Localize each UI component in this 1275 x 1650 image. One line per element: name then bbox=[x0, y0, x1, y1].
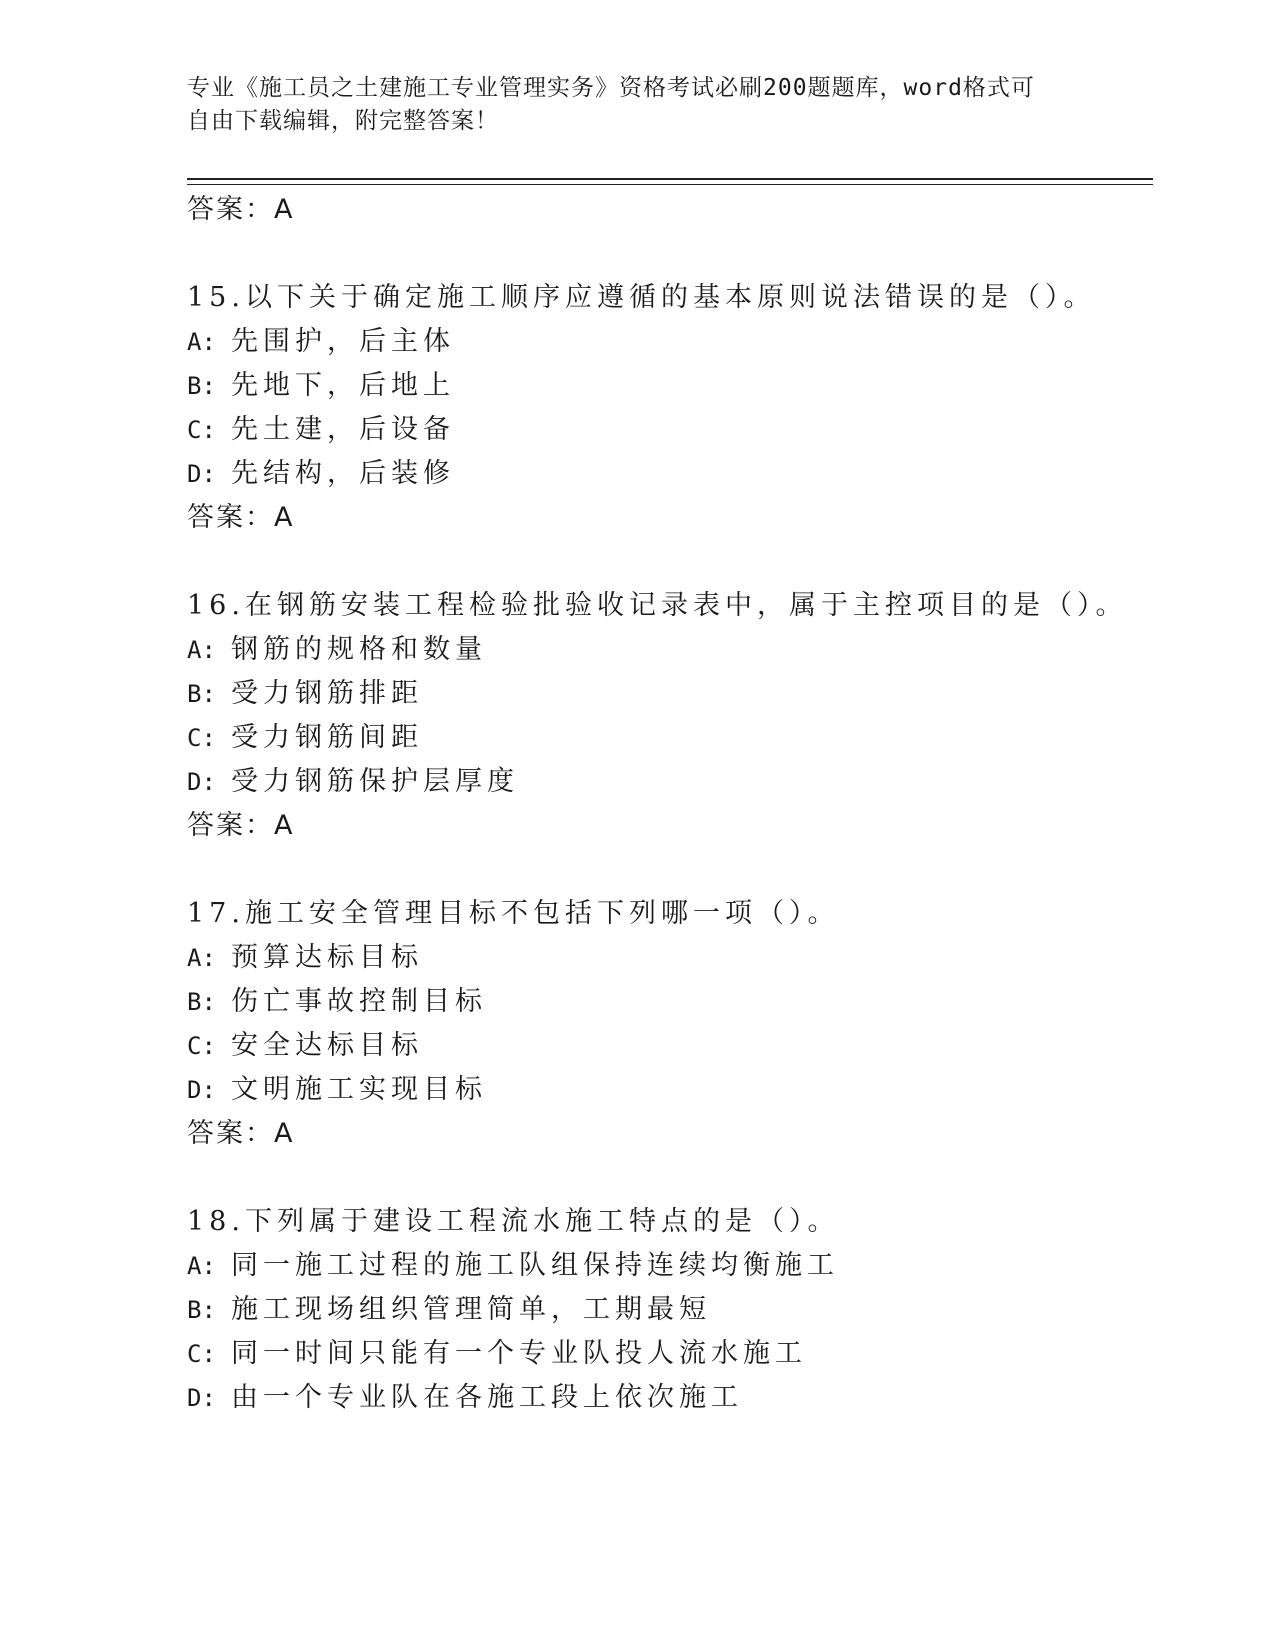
header-line-1: 专业《施工员之土建施工专业管理实务》资格考试必刷200题题库，word格式可 bbox=[187, 75, 1035, 101]
option-key: D: bbox=[187, 1076, 216, 1104]
option-key: D: bbox=[187, 1384, 216, 1412]
option-c bbox=[187, 1336, 807, 1372]
option-d bbox=[187, 1072, 487, 1108]
option-c bbox=[187, 720, 423, 756]
option-d bbox=[187, 1380, 743, 1416]
option-b bbox=[187, 368, 455, 404]
answer-value: A bbox=[274, 502, 295, 533]
option-text: 同一施工过程的施工队组保持连续均衡施工 bbox=[231, 1250, 839, 1281]
option-key: C: bbox=[187, 1340, 216, 1368]
option-a bbox=[187, 632, 487, 668]
question-stem: 16.在钢筋安装工程检验批验收记录表中，属于主控项目的是（）。 bbox=[187, 590, 1128, 621]
option-key: A: bbox=[187, 636, 216, 664]
question-stem: 17.施工安全管理目标不包括下列哪一项（）。 bbox=[187, 898, 840, 929]
option-key: A: bbox=[187, 328, 216, 356]
option-a bbox=[187, 1248, 839, 1284]
answer-line bbox=[187, 808, 294, 844]
answer-line bbox=[187, 192, 294, 228]
option-text: 先围护，后主体 bbox=[231, 326, 455, 357]
option-text: 施工现场组织管理简单，工期最短 bbox=[231, 1294, 711, 1325]
answer-value: A bbox=[274, 1118, 295, 1149]
option-b bbox=[187, 984, 487, 1020]
answer-label: 答案： bbox=[187, 194, 274, 225]
option-c bbox=[187, 412, 455, 448]
header-divider-thick bbox=[187, 178, 1153, 180]
answer-line bbox=[187, 500, 294, 536]
header-divider-thin bbox=[187, 184, 1153, 185]
option-key: D: bbox=[187, 460, 216, 488]
answer-label: 答案： bbox=[187, 1118, 274, 1149]
answer-label: 答案： bbox=[187, 502, 274, 533]
option-key: A: bbox=[187, 1252, 216, 1280]
answer-value: A bbox=[274, 194, 295, 225]
option-key: B: bbox=[187, 372, 216, 400]
option-c bbox=[187, 1028, 423, 1064]
option-a bbox=[187, 940, 423, 976]
header-line-2: 自由下载编辑，附完整答案！ bbox=[187, 108, 499, 134]
option-text: 先土建，后设备 bbox=[231, 414, 455, 445]
question-stem: 18.下列属于建设工程流水施工特点的是（）。 bbox=[187, 1206, 840, 1237]
option-text: 文明施工实现目标 bbox=[231, 1074, 487, 1105]
option-key: C: bbox=[187, 416, 216, 444]
option-d bbox=[187, 764, 519, 800]
option-d bbox=[187, 456, 455, 492]
document-header bbox=[187, 72, 1067, 138]
option-key: A: bbox=[187, 944, 216, 972]
option-text: 受力钢筋间距 bbox=[231, 722, 423, 753]
option-key: B: bbox=[187, 1296, 216, 1324]
option-text: 预算达标目标 bbox=[231, 942, 423, 973]
option-a bbox=[187, 324, 455, 360]
option-text: 由一个专业队在各施工段上依次施工 bbox=[231, 1382, 743, 1413]
option-key: C: bbox=[187, 724, 216, 752]
option-text: 受力钢筋保护层厚度 bbox=[231, 766, 519, 797]
question-stem: 15.以下关于确定施工顺序应遵循的基本原则说法错误的是（）。 bbox=[187, 282, 1096, 313]
option-b bbox=[187, 676, 423, 712]
option-text: 伤亡事故控制目标 bbox=[231, 986, 487, 1017]
option-key: B: bbox=[187, 680, 216, 708]
option-text: 钢筋的规格和数量 bbox=[231, 634, 487, 665]
option-key: D: bbox=[187, 768, 216, 796]
option-text: 同一时间只能有一个专业队投人流水施工 bbox=[231, 1338, 807, 1369]
answer-value: A bbox=[274, 810, 295, 841]
answer-label: 答案： bbox=[187, 810, 274, 841]
option-key: B: bbox=[187, 988, 216, 1016]
answer-line bbox=[187, 1116, 294, 1152]
option-key: C: bbox=[187, 1032, 216, 1060]
option-text: 先结构，后装修 bbox=[231, 458, 455, 489]
option-b bbox=[187, 1292, 711, 1328]
option-text: 先地下，后地上 bbox=[231, 370, 455, 401]
option-text: 安全达标目标 bbox=[231, 1030, 423, 1061]
option-text: 受力钢筋排距 bbox=[231, 678, 423, 709]
